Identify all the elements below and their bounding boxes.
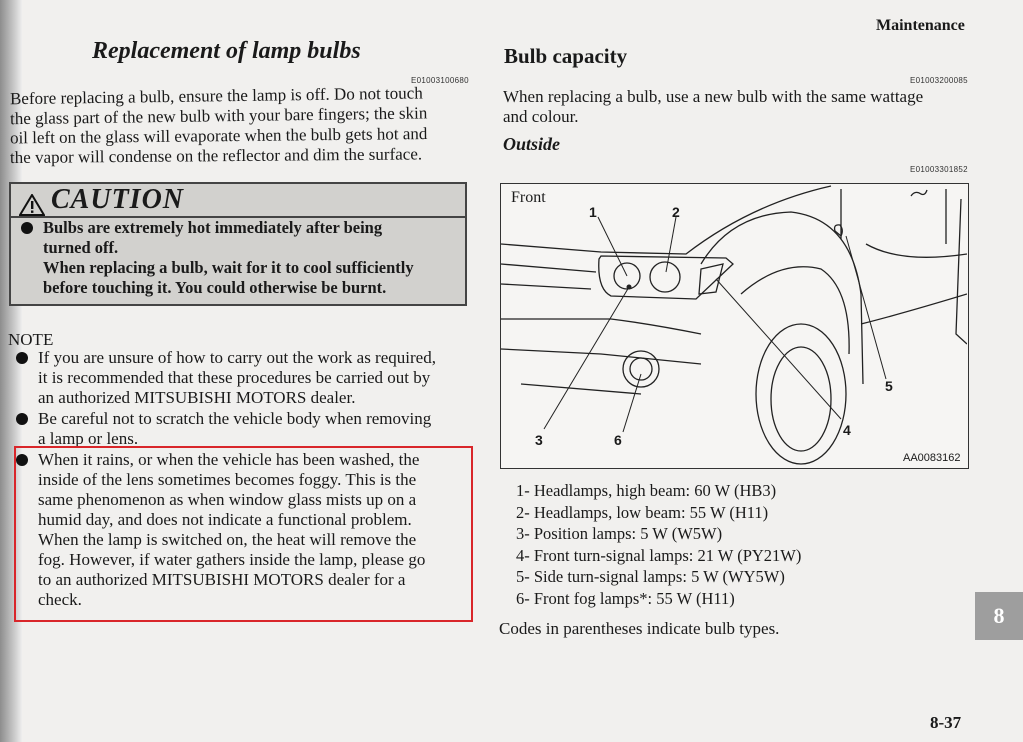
warning-triangle-icon: [19, 194, 45, 216]
note-bullet: [16, 348, 468, 408]
bulb-list-item: 5- Side turn-signal lamps: 5 W (WY5W): [516, 567, 785, 586]
note-line: When it rains, or when the vehicle has been washed, the: [38, 450, 420, 469]
note-line: it is recommended that these procedures be carried out by: [38, 368, 431, 387]
intro-paragraph: [9, 83, 470, 168]
caution-line: before touching it. You could otherwise be burnt.: [43, 278, 387, 297]
bulb-list-item: 6- Front fog lamps*: 55 W (H11): [516, 588, 735, 608]
callout-2: 2: [672, 204, 680, 220]
section-header: Maintenance: [876, 17, 965, 34]
note-line: If you are unsure of how to carry out the work as required,: [38, 348, 436, 367]
note-line: check.: [38, 590, 82, 609]
right-doc-code-2: E01003301852: [910, 165, 968, 174]
callout-6: 6: [614, 432, 622, 448]
note-line: to an authorized MITSUBISHI MOTORS dealer for a: [38, 570, 406, 589]
left-title: Replacement of lamp bulbs: [92, 38, 361, 64]
note-line: fog. However, if water gathers inside the lamp, please go: [38, 550, 426, 569]
callout-1: 1: [589, 204, 597, 220]
bulb-list-item: 4- Front turn-signal lamps: 21 W (PY21W): [516, 545, 802, 565]
bulb-type-note: Codes in parentheses indicate bulb types.: [499, 619, 780, 638]
note-line: a lamp or lens.: [38, 429, 139, 448]
vehicle-front-figure: [500, 183, 969, 469]
bulb-list-item: 3- Position lamps: 5 W (W5W): [516, 524, 723, 543]
note-bullet: [16, 450, 468, 610]
note-line: an authorized MITSUBISHI MOTORS dealer.: [38, 388, 356, 407]
chapter-tab: 8: [975, 592, 1023, 640]
note-line: When the lamp is switched on, the heat will remove the: [38, 530, 417, 549]
callout-3: 3: [535, 432, 543, 448]
note-bullet: [16, 409, 468, 449]
figure-code: AA0083162: [903, 452, 961, 464]
bulb-list-item: 2- Headlamps, low beam: 55 W (H11): [516, 502, 769, 522]
bullet-dot: [16, 413, 28, 425]
note-item-3: [16, 450, 468, 610]
intro-line: and colour.: [503, 107, 579, 126]
right-title: Bulb capacity: [504, 44, 628, 68]
vehicle-front-drawing: [501, 184, 967, 467]
caution-line: turned off.: [43, 238, 119, 257]
right-doc-code-1: E01003200085: [910, 76, 968, 85]
caution-box: [9, 182, 467, 306]
bullet-dot: [16, 454, 28, 466]
bullet-dot: [21, 222, 33, 234]
bulb-intro: [503, 87, 973, 127]
bullet-dot: [16, 352, 28, 364]
intro-line: oil left on the glass will evaporate when the bulb gets hot and: [9, 124, 428, 148]
bulb-list: [516, 480, 801, 609]
page-number: 8-37: [930, 713, 962, 732]
bulb-list-item: 1- Headlamps, high beam: 60 W (HB3): [516, 481, 777, 500]
intro-line: the glass part of the new bulb with your bare fingers; the skin: [9, 103, 428, 129]
caution-line: When replacing a bulb, wait for it to cool sufficiently: [43, 258, 414, 277]
left-doc-code: E01003100680: [411, 76, 469, 85]
caution-title: CAUTION: [51, 184, 185, 215]
caution-body: [21, 218, 457, 298]
callout-5: 5: [885, 378, 893, 394]
note-line: humid day, and does not indicate a functional problem.: [38, 510, 412, 529]
intro-line: the vapor will condense on the reflector and dim the surface.: [9, 144, 423, 168]
intro-line: When replacing a bulb, use a new bulb with the same wattage: [503, 87, 924, 106]
outside-subheading: Outside: [503, 134, 561, 154]
intro-line: Before replacing a bulb, ensure the lamp is off. Do not touch: [9, 83, 423, 109]
note-line: inside of the lens sometimes becomes foggy. This is the: [38, 470, 417, 489]
note-line: Be careful not to scratch the vehicle body when removing: [38, 409, 432, 428]
figure-corner-label: Front: [511, 189, 546, 206]
note-heading: NOTE: [8, 330, 54, 349]
caution-bullet: [21, 218, 457, 298]
note-line: same phenomenon as when window glass mists up on a: [38, 490, 417, 509]
callout-4: 4: [843, 422, 851, 438]
caution-line: Bulbs are extremely hot immediately after being: [43, 218, 383, 237]
note-item-1: [16, 348, 468, 408]
note-item-2: [16, 409, 468, 449]
